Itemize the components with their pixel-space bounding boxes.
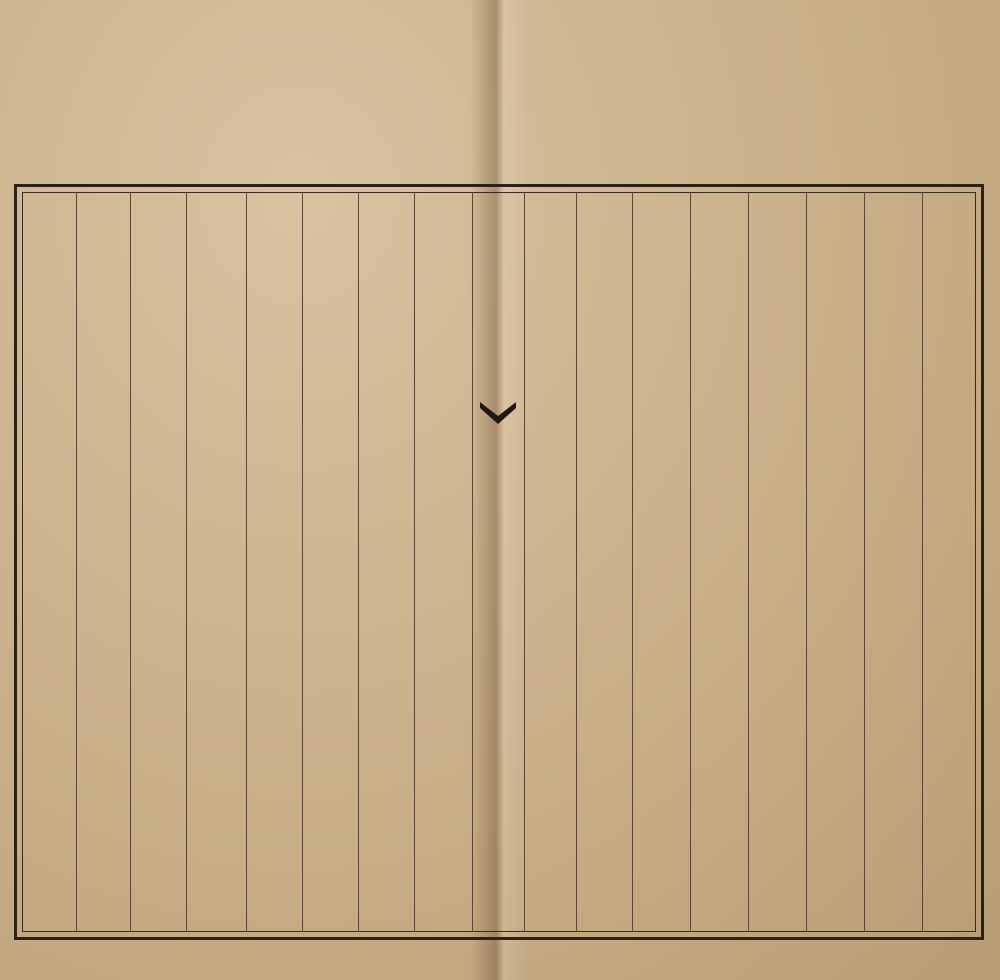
column-rule: [186, 192, 187, 932]
column-rule: [576, 192, 577, 932]
column-rule: [524, 192, 525, 932]
column-rule: [690, 192, 691, 932]
column-rule: [922, 192, 923, 932]
column-rule: [864, 192, 865, 932]
column-rule: [358, 192, 359, 932]
column-rule: [76, 192, 77, 932]
page-border-inner: [22, 192, 976, 932]
column-rule: [302, 192, 303, 932]
column-rule: [748, 192, 749, 932]
column-rule: [130, 192, 131, 932]
column-rule: [472, 192, 473, 932]
column-rule: [414, 192, 415, 932]
fish-tail-icon: [478, 398, 518, 438]
column-rule: [632, 192, 633, 932]
column-rule: [806, 192, 807, 932]
column-rule: [246, 192, 247, 932]
